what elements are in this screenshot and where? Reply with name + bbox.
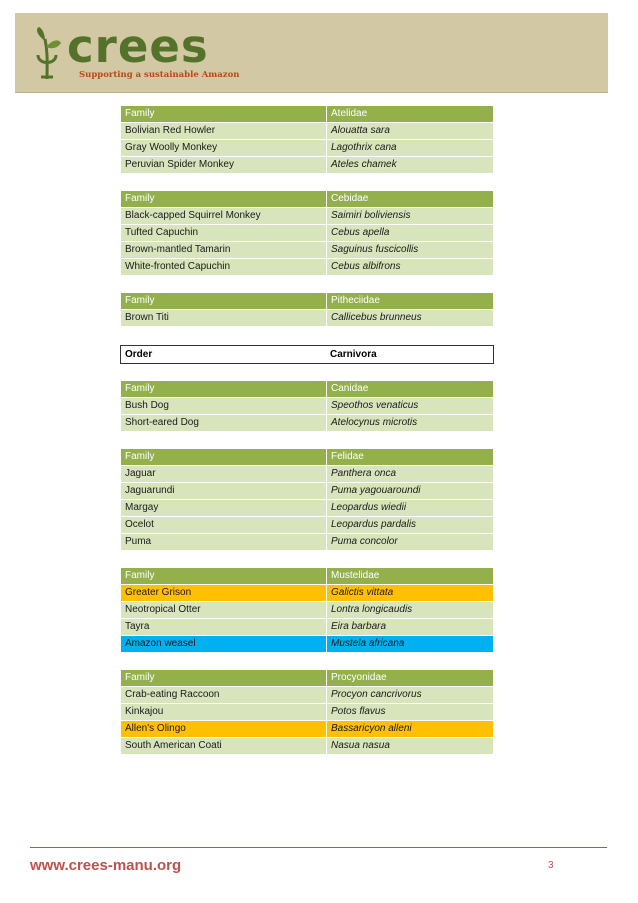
scientific-name: Lontra longicaudis xyxy=(327,602,494,619)
table-header-row xyxy=(121,568,494,585)
header-banner xyxy=(15,13,608,93)
scientific-name: Eira barbara xyxy=(327,619,494,636)
table-header-row xyxy=(121,293,494,310)
common-name: Puma xyxy=(121,534,327,551)
common-name: Brown-mantled Tamarin xyxy=(121,242,327,259)
scientific-name: Saguinus fuscicollis xyxy=(327,242,494,259)
table-row xyxy=(121,157,494,174)
common-name: Neotropical Otter xyxy=(121,602,327,619)
table-row xyxy=(121,123,494,140)
table-felidae xyxy=(120,448,494,551)
scientific-name: Nasua nasua xyxy=(327,738,494,755)
table-order xyxy=(120,345,494,364)
scientific-name: Ateles chamek xyxy=(327,157,494,174)
table-row xyxy=(121,619,494,636)
table-canidae xyxy=(120,380,494,432)
common-name: Greater Grison xyxy=(121,585,327,602)
table-header-row xyxy=(121,191,494,208)
scientific-name: Speothos venaticus xyxy=(327,398,494,415)
sprout-icon xyxy=(29,25,65,81)
table-procyonidae xyxy=(120,669,494,755)
logo-word: crees xyxy=(67,20,209,73)
header-cell: Family xyxy=(121,449,327,466)
table-header-row xyxy=(121,381,494,398)
table-row xyxy=(121,208,494,225)
common-name: Kinkajou xyxy=(121,704,327,721)
header-cell: Family xyxy=(121,670,327,687)
logo-tagline: Supporting a sustainable Amazon xyxy=(79,70,240,80)
table-header-row xyxy=(121,106,494,123)
scientific-name: Galictis vittata xyxy=(327,585,494,602)
table-row xyxy=(121,483,494,500)
table-row xyxy=(121,415,494,432)
common-name: Short-eared Dog xyxy=(121,415,327,432)
scientific-name: Mustela africana xyxy=(327,636,494,653)
scientific-name: Callicebus brunneus xyxy=(327,310,494,327)
table-row xyxy=(121,704,494,721)
scientific-name: Puma concolor xyxy=(327,534,494,551)
common-name: Margay xyxy=(121,500,327,517)
common-name: Tufted Capuchin xyxy=(121,225,327,242)
common-name: White-fronted Capuchin xyxy=(121,259,327,276)
table-row xyxy=(121,398,494,415)
table-header-row xyxy=(121,449,494,466)
common-name: Amazon weasel xyxy=(121,636,327,653)
table-row xyxy=(121,534,494,551)
common-name: Jaguarundi xyxy=(121,483,327,500)
common-name: Brown Titi xyxy=(121,310,327,327)
table-row xyxy=(121,259,494,276)
table-row xyxy=(121,242,494,259)
footer-divider xyxy=(30,847,607,848)
table-row xyxy=(121,738,494,755)
table-row-highlighted xyxy=(121,636,494,653)
scientific-name: Bassaricyon alleni xyxy=(327,721,494,738)
header-cell: Felidae xyxy=(327,449,494,466)
table-cebidae xyxy=(120,190,494,276)
header-cell: Family xyxy=(121,381,327,398)
scientific-name: Atelocynus microtis xyxy=(327,415,494,432)
common-name: Gray Woolly Monkey xyxy=(121,140,327,157)
table-row-highlighted xyxy=(121,585,494,602)
common-name: Ocelot xyxy=(121,517,327,534)
table-row xyxy=(121,225,494,242)
scientific-name: Cebus apella xyxy=(327,225,494,242)
common-name: Black-capped Squirrel Monkey xyxy=(121,208,327,225)
table-pitheciidae xyxy=(120,292,494,327)
order-row xyxy=(121,346,494,364)
header-cell: Pitheciidae xyxy=(327,293,494,310)
scientific-name: Panthera onca xyxy=(327,466,494,483)
scientific-name: Cebus albifrons xyxy=(327,259,494,276)
scientific-name: Potos flavus xyxy=(327,704,494,721)
header-cell: Family xyxy=(121,293,327,310)
common-name: Jaguar xyxy=(121,466,327,483)
header-cell: Family xyxy=(121,106,327,123)
header-cell: Canidae xyxy=(327,381,494,398)
table-row xyxy=(121,687,494,704)
footer-url-link[interactable]: www.crees-manu.org xyxy=(30,857,182,874)
scientific-name: Saimiri boliviensis xyxy=(327,208,494,225)
scientific-name: Lagothrix cana xyxy=(327,140,494,157)
common-name: Crab-eating Raccoon xyxy=(121,687,327,704)
header-cell: Family xyxy=(121,191,327,208)
page-number: 3 xyxy=(548,860,554,871)
scientific-name: Leopardus wiedii xyxy=(327,500,494,517)
table-mustelidae xyxy=(120,567,494,653)
header-cell: Mustelidae xyxy=(327,568,494,585)
common-name: Peruvian Spider Monkey xyxy=(121,157,327,174)
table-header-row xyxy=(121,670,494,687)
header-cell: Family xyxy=(121,568,327,585)
crees-logo xyxy=(29,20,240,85)
table-row xyxy=(121,310,494,327)
table-row-highlighted xyxy=(121,721,494,738)
table-row xyxy=(121,500,494,517)
order-value: Carnivora xyxy=(326,346,494,364)
common-name: Bolivian Red Howler xyxy=(121,123,327,140)
scientific-name: Puma yagouaroundi xyxy=(327,483,494,500)
common-name: Allen's Olingo xyxy=(121,721,327,738)
common-name: Bush Dog xyxy=(121,398,327,415)
table-row xyxy=(121,517,494,534)
species-tables xyxy=(120,105,494,771)
common-name: South American Coati xyxy=(121,738,327,755)
table-row xyxy=(121,466,494,483)
header-cell: Cebidae xyxy=(327,191,494,208)
header-cell: Procyonidae xyxy=(327,670,494,687)
table-row xyxy=(121,140,494,157)
table-atelidae xyxy=(120,105,494,174)
scientific-name: Alouatta sara xyxy=(327,123,494,140)
scientific-name: Leopardus pardalis xyxy=(327,517,494,534)
order-label: Order xyxy=(121,346,327,364)
scientific-name: Procyon cancrivorus xyxy=(327,687,494,704)
common-name: Tayra xyxy=(121,619,327,636)
table-row xyxy=(121,602,494,619)
header-cell: Atelidae xyxy=(327,106,494,123)
